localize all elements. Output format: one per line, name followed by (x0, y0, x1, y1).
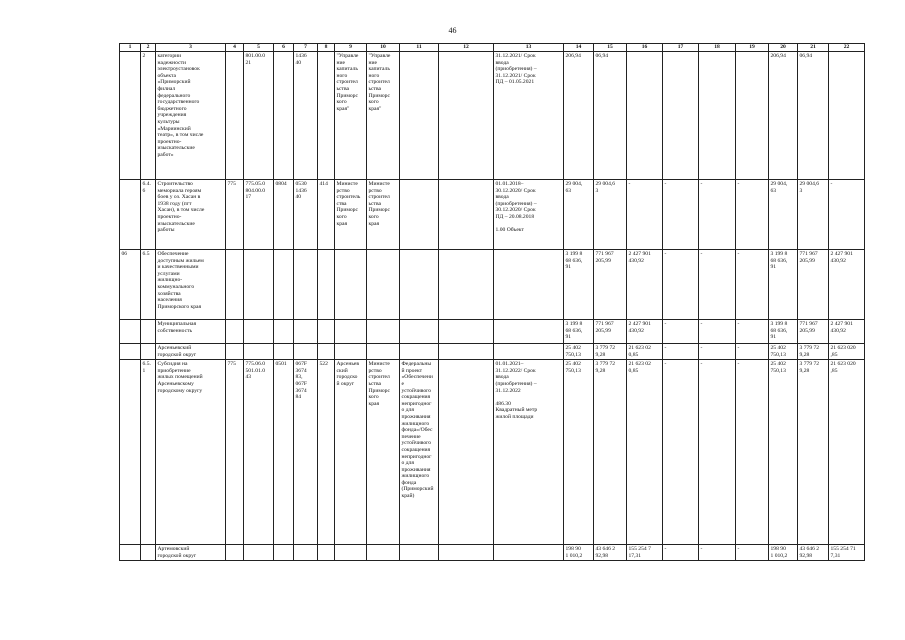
table-row (120, 545, 865, 561)
table-cell: 01.01.2018– 30.12.2020/ Срок ввода (приобретения) – 30.12.2020/ Срок ПД – 20.08.2018 1.00 Объект (494, 180, 564, 250)
table-cell (400, 545, 439, 561)
table-cell: - (736, 320, 769, 344)
header-cell: 21 (798, 44, 829, 52)
table-cell (439, 545, 494, 561)
table-cell (318, 250, 335, 320)
table-cell: - (736, 360, 769, 545)
table-cell (141, 320, 156, 344)
table-cell (141, 344, 156, 360)
table-cell: - (699, 360, 736, 545)
table-cell (367, 344, 400, 360)
table-cell: 06,94 (798, 52, 829, 180)
table-cell (439, 360, 494, 545)
header-cell: 6 (274, 44, 294, 52)
table-cell (400, 250, 439, 320)
table-cell: Министе рство строител ьства Приморс кого края (367, 180, 400, 250)
table-cell: 198 90 1 010,2 (769, 545, 798, 561)
table-cell: Министе рство строитель ства Приморс кого края (335, 180, 367, 250)
table-cell (367, 320, 400, 344)
table-row (120, 52, 865, 180)
table-cell (244, 250, 274, 320)
table-cell: 206,94 (769, 52, 798, 180)
table-row (120, 320, 865, 344)
table-cell (226, 52, 244, 180)
table-cell: 31.12.2021/ Срок ввода (приобретения) – 31.12.2021/ Срок ПД – 01.05.2021 (494, 52, 564, 180)
table-cell: 21 623 02 0,85 (627, 360, 663, 545)
table-cell (120, 180, 141, 250)
table-cell: - (699, 180, 736, 250)
table-cell: - (699, 344, 736, 360)
table-cell (335, 545, 367, 561)
table-cell (400, 320, 439, 344)
table-cell (400, 180, 439, 250)
table-cell: 155 254 71 7,31 (829, 545, 865, 561)
table-cell (274, 545, 294, 561)
table-cell: 21 623 020 ,85 (829, 344, 865, 360)
table-cell (244, 320, 274, 344)
table-cell: 3 199 8 68 636, 91 (769, 320, 798, 344)
budget-table (119, 43, 865, 561)
table-cell: 775 (226, 180, 244, 250)
table-cell: 198 90 1 010,2 (564, 545, 594, 561)
table-cell: 6.4. 6 (141, 180, 156, 250)
table-cell: 43 646 2 92,98 (798, 545, 829, 561)
table-cell: 29 004, 63 (769, 180, 798, 250)
table-row (120, 250, 865, 320)
table-cell: - (699, 320, 736, 344)
table-cell (627, 52, 663, 180)
page-number: 46 (448, 26, 457, 35)
header-cell: 4 (226, 44, 244, 52)
table-cell: 3 779 72 9,28 (798, 360, 829, 545)
table-cell: 01.01.2021– 31.12.2022/ Срок ввода (приобретения) – 31.12.2022 486.30 Квадратный метр жилой площади (494, 360, 564, 545)
table-cell (494, 545, 564, 561)
header-cell: 12 (439, 44, 494, 52)
table-cell: 801.00.0 21 (244, 52, 274, 180)
table-cell (439, 320, 494, 344)
header-cell: 19 (736, 44, 769, 52)
table-cell: Федеральны й проект «Обеспечени е устойчивого сокращения непригодног о для проживания жилищного фонда»/Обес печение устойчивого сокращения непригодног о для проживания жилищного фонда (Приморский край) (400, 360, 439, 545)
table-cell: - (627, 180, 663, 250)
table-cell: "Управле ние капиталь ного строител ьства Приморс кого края" (335, 52, 367, 180)
table-cell: 25 402 750,13 (564, 344, 594, 360)
table-cell: "Управле ние капиталь ного строител ьства Приморс кого края" (367, 52, 400, 180)
table-cell: 0804 (274, 180, 294, 250)
table-cell (318, 52, 335, 180)
header-cell: 11 (400, 44, 439, 52)
table-cell (335, 250, 367, 320)
table-cell: 067F 3674 83, 067F 3674 84 (294, 360, 318, 545)
table-cell: Субсидия на приобретение жилых помещений Арсеньевскому городскому округу (156, 360, 226, 545)
header-cell: 14 (564, 44, 594, 52)
table-cell: 29 004,6 3 (594, 180, 627, 250)
table-cell: 3 779 72 9,28 (798, 344, 829, 360)
table-cell: Артемовский городской округ (156, 545, 226, 561)
table-cell (318, 320, 335, 344)
table-cell: - (663, 545, 699, 561)
table-cell: 3 779 72 9,28 (594, 344, 627, 360)
table-cell (294, 545, 318, 561)
table-cell: 771 967 205,99 (594, 320, 627, 344)
table-cell (439, 250, 494, 320)
table-cell (226, 320, 244, 344)
table-cell: - (736, 545, 769, 561)
table-cell (120, 52, 141, 180)
table-cell (274, 250, 294, 320)
table-cell (663, 52, 699, 180)
table-cell: 2 427 901 430,92 (627, 320, 663, 344)
table-cell (141, 545, 156, 561)
header-cell: 20 (769, 44, 798, 52)
header-cell: 2 (141, 44, 156, 52)
table-cell: 6.5. 1 (141, 360, 156, 545)
table-cell: 2 (141, 52, 156, 180)
table-cell: 06 (120, 250, 141, 320)
table-cell (335, 320, 367, 344)
table-cell (274, 52, 294, 180)
table-cell: - (736, 250, 769, 320)
table-cell (244, 545, 274, 561)
table-cell: 25 402 750,13 (769, 360, 798, 545)
table-cell: - (663, 250, 699, 320)
table-cell (274, 320, 294, 344)
table-cell (120, 320, 141, 344)
table-cell: Строительство мемориала героям боев у оз. Хасан в 1938 году (пгт Хасан), в том числе проектно- изыскательские работы (156, 180, 226, 250)
table-cell: Министе рство строител ьства Приморс кого края (367, 360, 400, 545)
header-cell: 7 (294, 44, 318, 52)
table-cell (494, 320, 564, 344)
header-cell: 22 (829, 44, 865, 52)
table-cell: 29 004,6 3 (798, 180, 829, 250)
table-cell: 3 199 8 68 636, 91 (564, 320, 594, 344)
table-cell (120, 545, 141, 561)
table-cell: Арсеньев ский городско й округ (335, 360, 367, 545)
table-cell (120, 344, 141, 360)
table-cell: - (829, 180, 865, 250)
header-row (120, 44, 865, 52)
table-cell: 21 623 02 0,85 (627, 344, 663, 360)
table-row (120, 344, 865, 360)
table-cell (226, 250, 244, 320)
header-cell: 8 (318, 44, 335, 52)
table-cell: 414 (318, 180, 335, 250)
header-cell: 5 (244, 44, 274, 52)
table-cell (294, 344, 318, 360)
table-cell: 775 (226, 360, 244, 545)
table-cell (494, 344, 564, 360)
table-cell: - (663, 344, 699, 360)
header-cell: 10 (367, 44, 400, 52)
table-cell: - (663, 180, 699, 250)
table-cell: 522 (318, 360, 335, 545)
header-cell: 17 (663, 44, 699, 52)
table-cell: 2 427 901 430,92 (829, 320, 865, 344)
header-cell: 16 (627, 44, 663, 52)
table-cell: 25 402 750,13 (564, 360, 594, 545)
table-cell (120, 360, 141, 545)
table-row (120, 180, 865, 250)
table-cell: 2 427 901 430,92 (627, 250, 663, 320)
table-cell (226, 545, 244, 561)
table-cell: 29 004, 63 (564, 180, 594, 250)
table-cell: Обеспечение доступным жильем и качественными услугами жилищно- коммунального хозяйства населения Приморского края (156, 250, 226, 320)
table-cell: 206,94 (564, 52, 594, 180)
table-cell: 775.05.0 804.00.0 17 (244, 180, 274, 250)
header-cell: 13 (494, 44, 564, 52)
table-cell: 43 646 2 92,98 (594, 545, 627, 561)
table-cell (367, 545, 400, 561)
table-cell: 25 402 750,13 (769, 344, 798, 360)
table-cell: 771 967 205,99 (798, 250, 829, 320)
table-cell (439, 180, 494, 250)
table-cell: 3 199 8 68 636, 91 (564, 250, 594, 320)
table-cell (335, 344, 367, 360)
table-cell (294, 320, 318, 344)
table-cell (699, 52, 736, 180)
table-cell (367, 250, 400, 320)
table-cell: - (736, 180, 769, 250)
table-cell (736, 52, 769, 180)
table-cell: - (663, 320, 699, 344)
table-cell (294, 250, 318, 320)
header-cell: 18 (699, 44, 736, 52)
table-cell (439, 52, 494, 180)
table-cell: - (736, 344, 769, 360)
table-cell: 06,94 (594, 52, 627, 180)
table-cell (244, 344, 274, 360)
table-cell: 775.06.0 501.01.0 43 (244, 360, 274, 545)
header-cell: 15 (594, 44, 627, 52)
table-cell (274, 344, 294, 360)
table-cell: 0530 1436 40 (294, 180, 318, 250)
table-cell: 2 427 901 430,92 (829, 250, 865, 320)
table-cell (226, 344, 244, 360)
table-row (120, 360, 865, 545)
table-cell: 3 199 8 68 636, 91 (769, 250, 798, 320)
header-cell: 3 (156, 44, 226, 52)
header-cell: 1 (120, 44, 141, 52)
table-cell: 3 779 72 9,28 (594, 360, 627, 545)
table-cell (400, 344, 439, 360)
table-cell: - (663, 360, 699, 545)
table-cell: - (699, 545, 736, 561)
table-cell: 771 967 205,99 (798, 320, 829, 344)
table-cell: 771 967 205,99 (594, 250, 627, 320)
table-cell: Муниципальная собственность (156, 320, 226, 344)
table-cell (318, 344, 335, 360)
table-cell: 1436 40 (294, 52, 318, 180)
table-cell: 6.5 (141, 250, 156, 320)
table-cell (400, 52, 439, 180)
table-cell: категории надежности электроустановок объекта «Приморский филиал федерального государственного бюджетного учреждения культуры «Мариинский театр», в том числе проектно- изыскательские работ» (156, 52, 226, 180)
header-cell: 9 (335, 44, 367, 52)
table-cell (829, 52, 865, 180)
table-cell: 155 254 7 17,31 (627, 545, 663, 561)
table-cell (318, 545, 335, 561)
table-cell (439, 344, 494, 360)
table-cell: 0501 (274, 360, 294, 545)
table-cell: - (699, 250, 736, 320)
table-cell (494, 250, 564, 320)
table-cell: 21 623 020 ,85 (829, 360, 865, 545)
table-cell: Арсеньевский городской округ (156, 344, 226, 360)
